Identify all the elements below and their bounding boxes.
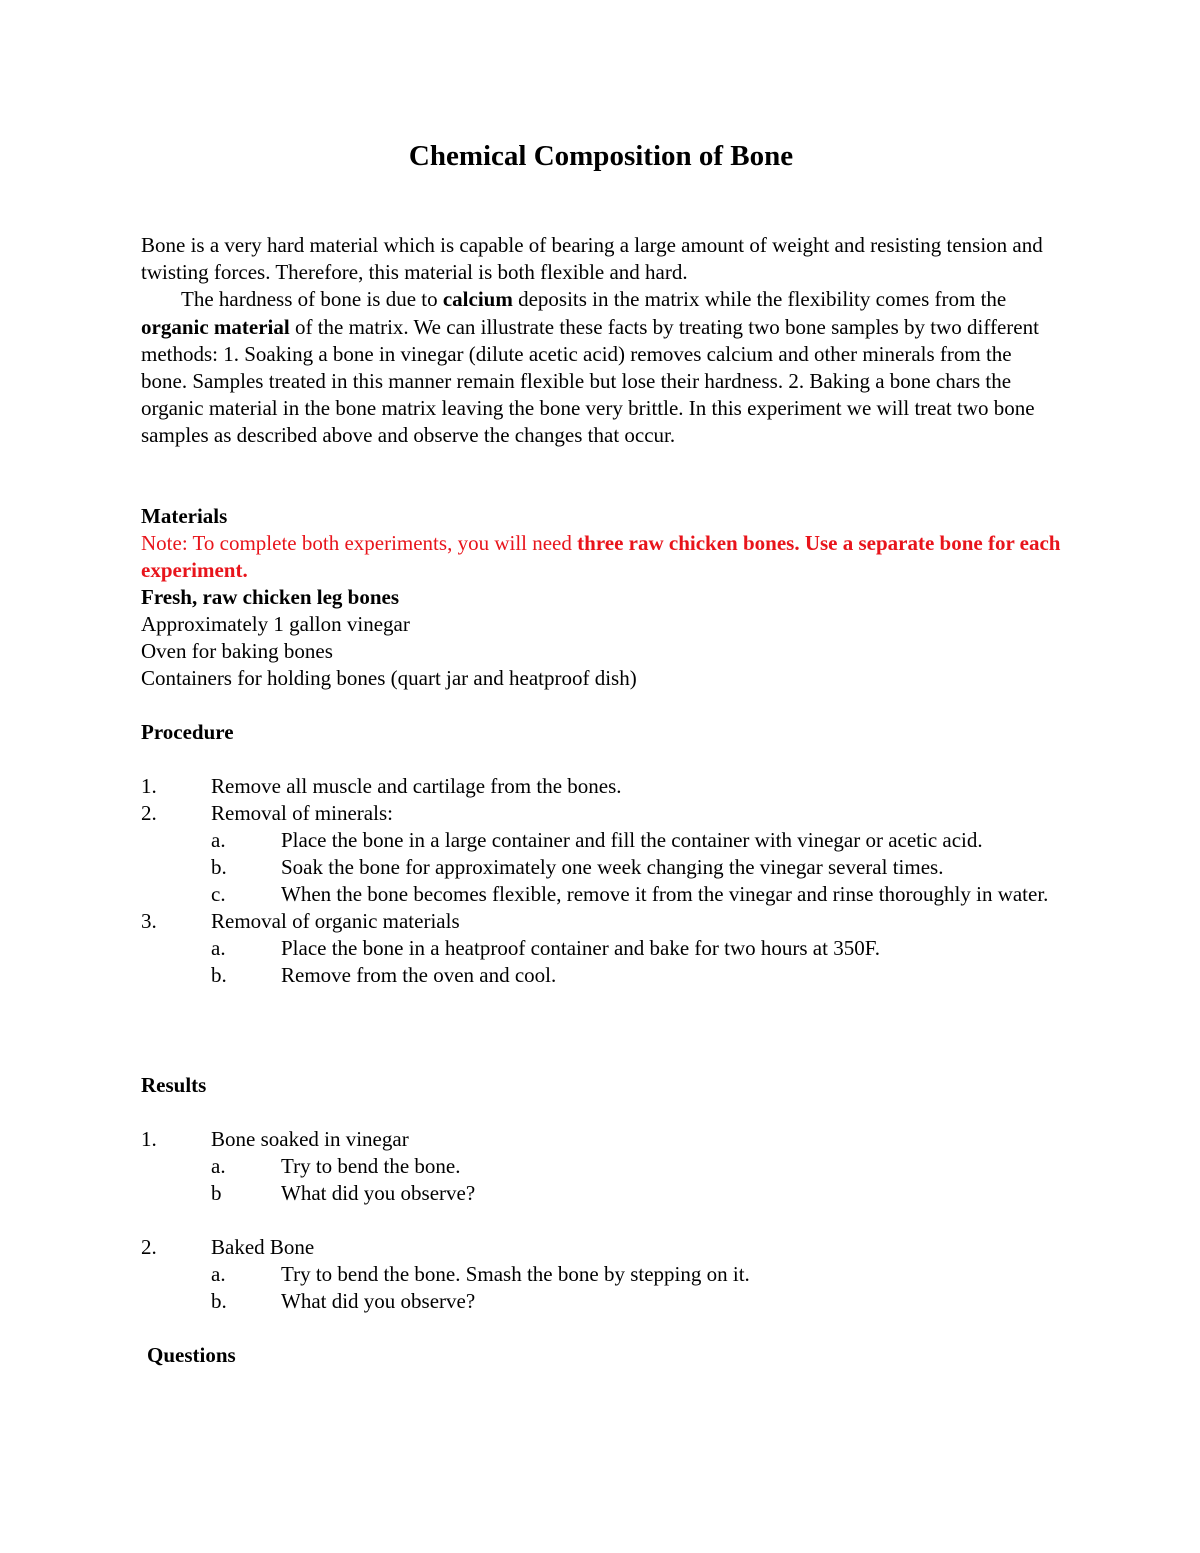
procedure-step — [141, 773, 1061, 800]
result-number: 2. — [141, 1235, 157, 1259]
materials-item: Containers for holding bones (quart jar and heatproof dish) — [141, 666, 637, 690]
note-text: Note: To complete both experiments, you will need — [141, 531, 578, 555]
questions-heading: Questions — [147, 1343, 236, 1367]
substep-letter: b. — [211, 963, 227, 987]
result-text: Bone soaked in vinegar — [211, 1127, 409, 1151]
procedure-heading: Procedure — [141, 720, 234, 744]
intro-text: of the matrix. We can illustrate these facts by treating two bone samples by two different methods: 1. Soaking a bone in vinegar (dilute acetic acid) removes calcium and other minerals from the bone. Samples treated in this manner remain flexible but lose their hardness. 2. Baking a bone chars the organic material in the bone matrix leaving the bone very brittle. In this experiment we will treat two bone samples as described above and observe the changes that occur. — [141, 314, 1039, 448]
substep-letter: b. — [211, 1289, 227, 1313]
result-substep — [141, 1153, 1061, 1180]
substep-letter: c. — [211, 882, 226, 906]
result-number: 1. — [141, 1127, 157, 1151]
intro-paragraph-2 — [141, 286, 1061, 449]
substep-text: Soak the bone for approximately one week changing the vinegar several times. — [281, 855, 944, 879]
procedure-step — [141, 800, 1061, 827]
calcium-emphasis: calcium — [442, 287, 513, 312]
step-number: 2. — [141, 801, 157, 825]
intro-paragraph-1: Bone is a very hard material which is capable of bearing a large amount of weight and resisting tension and twisting forces. Therefore, this material is both flexible and hard. — [141, 233, 1043, 285]
step-text: Remove all muscle and cartilage from the bones. — [211, 774, 622, 798]
procedure-substep — [141, 962, 1061, 989]
materials-item: Approximately 1 gallon vinegar — [141, 612, 410, 636]
step-number: 3. — [141, 909, 157, 933]
materials-note — [141, 530, 1061, 584]
procedure-substep — [141, 881, 1061, 908]
organic-material-emphasis: organic material — [141, 314, 290, 339]
note-emphasis: three raw chicken bones. Use a separate bone for each experiment. — [141, 531, 1061, 582]
substep-letter: a. — [211, 828, 226, 852]
procedure-section — [141, 719, 1061, 989]
materials-heading: Materials — [141, 504, 228, 528]
result-text: Baked Bone — [211, 1235, 315, 1259]
substep-text: What did you observe? — [281, 1289, 476, 1313]
questions-section — [147, 1342, 1067, 1369]
result-item — [141, 1126, 1061, 1153]
procedure-step — [141, 908, 1061, 935]
procedure-substep — [141, 827, 1061, 854]
substep-text: Place the bone in a large container and fill the container with vinegar or acetic acid. — [281, 828, 983, 852]
intro-text: deposits in the matrix while the flexibility comes from the — [512, 287, 1007, 312]
document-title: Chemical Composition of Bone — [408, 140, 794, 172]
result-substep — [141, 1180, 1061, 1207]
materials-item: Oven for baking bones — [141, 639, 333, 663]
materials-section — [141, 503, 1061, 692]
procedure-substep — [141, 935, 1061, 962]
intro-section — [141, 232, 1061, 450]
result-substep — [141, 1261, 1061, 1288]
substep-text: Place the bone in a heatproof container and bake for two hours at 350F. — [281, 936, 880, 960]
step-number: 1. — [141, 774, 157, 798]
result-item — [141, 1234, 1061, 1261]
substep-text: Try to bend the bone. Smash the bone by stepping on it. — [281, 1262, 750, 1286]
substep-text: What did you observe? — [281, 1181, 476, 1205]
substep-letter: b — [211, 1181, 222, 1205]
results-section — [141, 1072, 1061, 1315]
procedure-substep — [141, 854, 1061, 881]
result-substep — [141, 1288, 1061, 1315]
step-text: Removal of minerals: — [211, 801, 393, 825]
substep-letter: b. — [211, 855, 227, 879]
substep-letter: a. — [211, 1154, 226, 1178]
substep-text: Remove from the oven and cool. — [281, 963, 557, 987]
intro-text: The hardness of bone is due to — [181, 287, 443, 312]
substep-text: When the bone becomes flexible, remove it from the vinegar and rinse thoroughly in water. — [281, 882, 1049, 906]
results-heading: Results — [141, 1073, 207, 1097]
step-text: Removal of organic materials — [211, 909, 460, 933]
substep-letter: a. — [211, 1262, 226, 1286]
substep-letter: a. — [211, 936, 226, 960]
substep-text: Try to bend the bone. — [281, 1154, 461, 1178]
materials-item: Fresh, raw chicken leg bones — [141, 585, 400, 609]
